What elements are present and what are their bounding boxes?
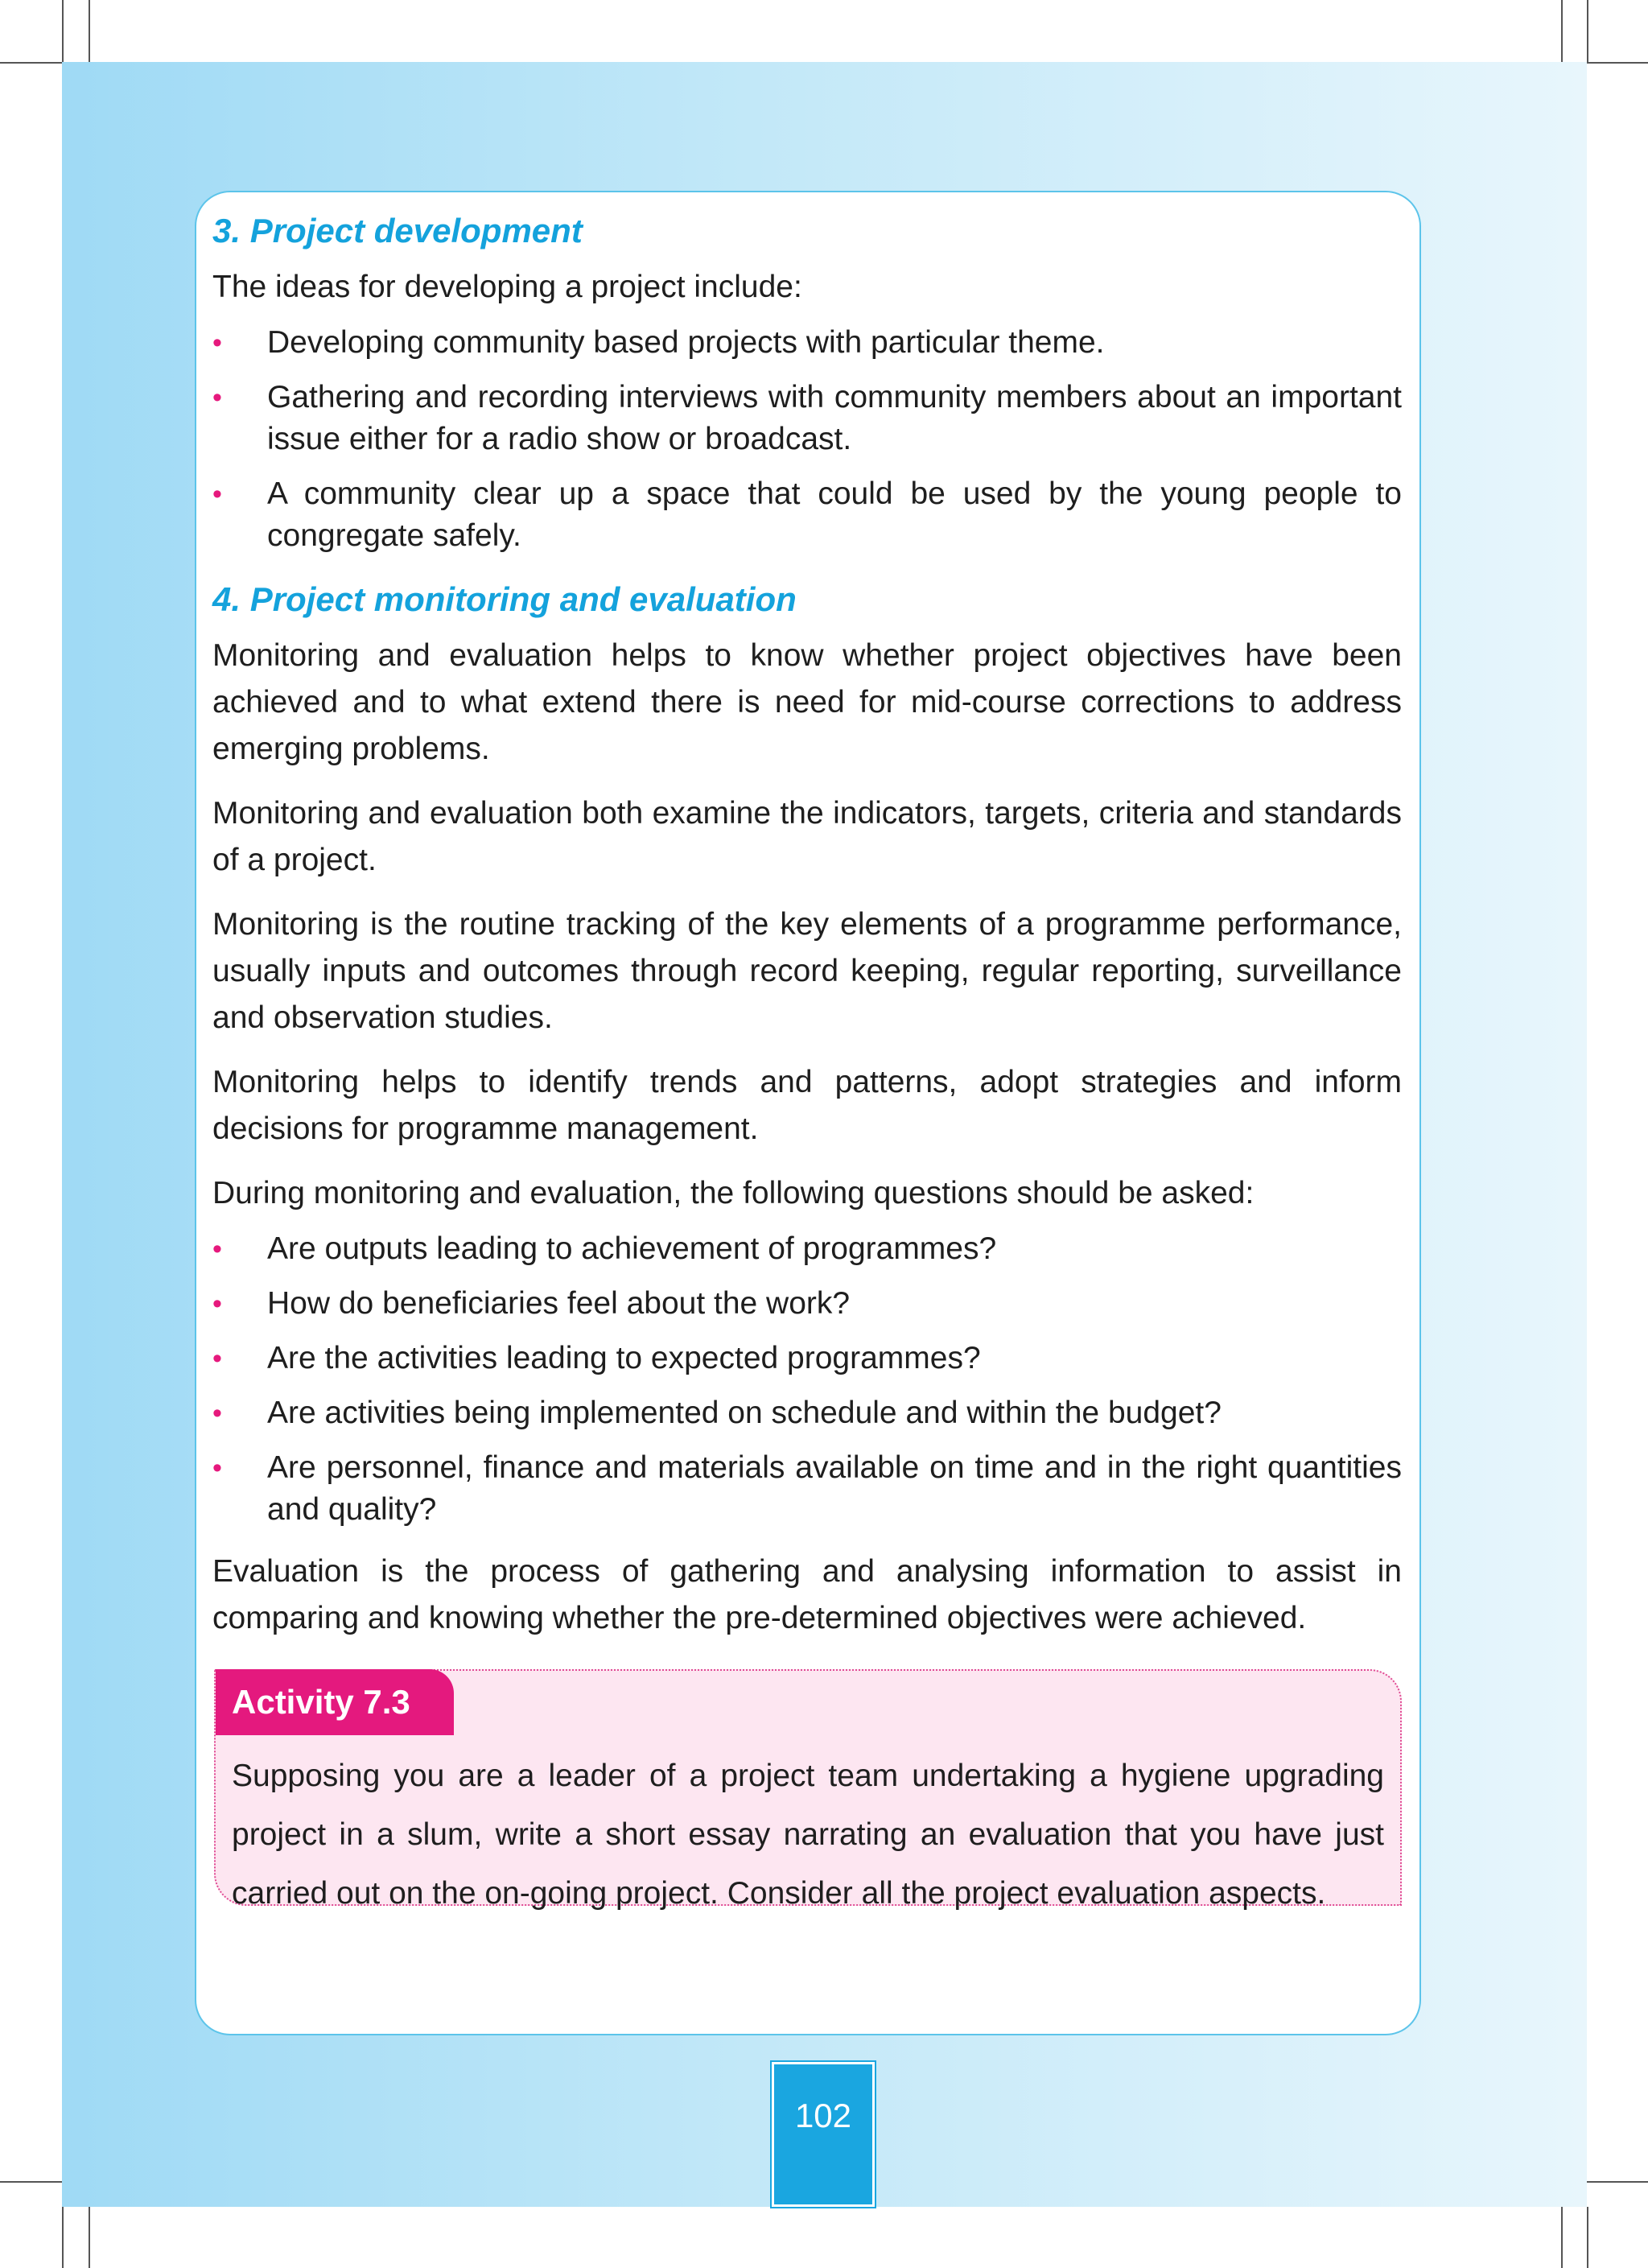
project-ideas-list [212,322,1402,557]
crop-mark [1561,0,1563,62]
section-3-heading: 3. Project development [212,212,583,249]
bullet-icon: • [212,1343,222,1374]
paragraph: During monitoring and evaluation, the following questions should be asked: [212,1176,1255,1210]
page-number: 102 [772,2062,875,2207]
paragraph: Evaluation is the process of gathering and analysing information to assist in comparing and knowing whether the pre-determined objectives were achieved. [212,1554,1402,1635]
page-content [212,206,1402,1911]
crop-mark [1587,2207,1588,2268]
crop-mark [62,0,64,62]
paragraph: Monitoring helps to identify trends and patterns, adopt strategies and inform decisions for programme management. [212,1065,1402,1146]
crop-mark [0,62,62,64]
list-item: • Are activities being implemented on schedule and within the budget? [212,1392,1402,1434]
list-item: • A community clear up a space that could be used by the young people to congregate safely. [212,473,1402,557]
list-item: • How do beneficiaries feel about the work? [212,1283,1402,1325]
paragraph: Monitoring and evaluation helps to know whether project objectives have been achieved and to what extend there is need for mid-course corrections to address emerging problems. [212,638,1402,766]
crop-mark [1584,2181,1648,2183]
paragraph: Monitoring and evaluation both examine the indicators, targets, criteria and standards of a project. [212,796,1402,877]
crop-mark [89,0,90,62]
bullet-icon: • [212,382,222,413]
list-item: • Are outputs leading to achievement of programmes? [212,1228,1402,1270]
monitoring-questions-list [212,1228,1402,1531]
list-item: • Are personnel, finance and materials available on time and in the right quantities and quality? [212,1447,1402,1531]
bullet-icon: • [212,1289,222,1319]
list-item: • Developing community based projects with particular theme. [212,322,1402,364]
crop-mark [1561,2207,1563,2268]
bullet-icon: • [212,1398,222,1429]
bullet-icon: • [212,1453,222,1483]
crop-mark [0,2181,62,2183]
section-3-intro: The ideas for developing a project include: [212,270,802,304]
list-item: • Gathering and recording interviews with community members about an important issue either for a radio show or broadcast. [212,377,1402,460]
crop-mark [1584,62,1648,64]
activity-box [214,1669,1402,1911]
bullet-icon: • [212,328,222,358]
crop-mark [1587,0,1588,62]
activity-title: Activity 7.3 [216,1669,454,1735]
crop-mark [62,2207,64,2268]
paragraph: Monitoring is the routine tracking of the key elements of a programme performance, usually inputs and outcomes through record keeping, regular reporting, surveillance and observation studies. [212,907,1402,1035]
bullet-icon: • [212,1234,222,1264]
bullet-icon: • [212,479,222,509]
activity-text: Supposing you are a leader of a project team undertaking a hygiene upgrading project in a slum, write a short essay narrating an evaluation that you have just carried out on the on-going project. Consider all the project evaluation aspects. [232,1759,1384,1911]
list-item: • Are the activities leading to expected programmes? [212,1338,1402,1379]
crop-mark [89,2207,90,2268]
section-4-heading: 4. Project monitoring and evaluation [212,580,797,618]
